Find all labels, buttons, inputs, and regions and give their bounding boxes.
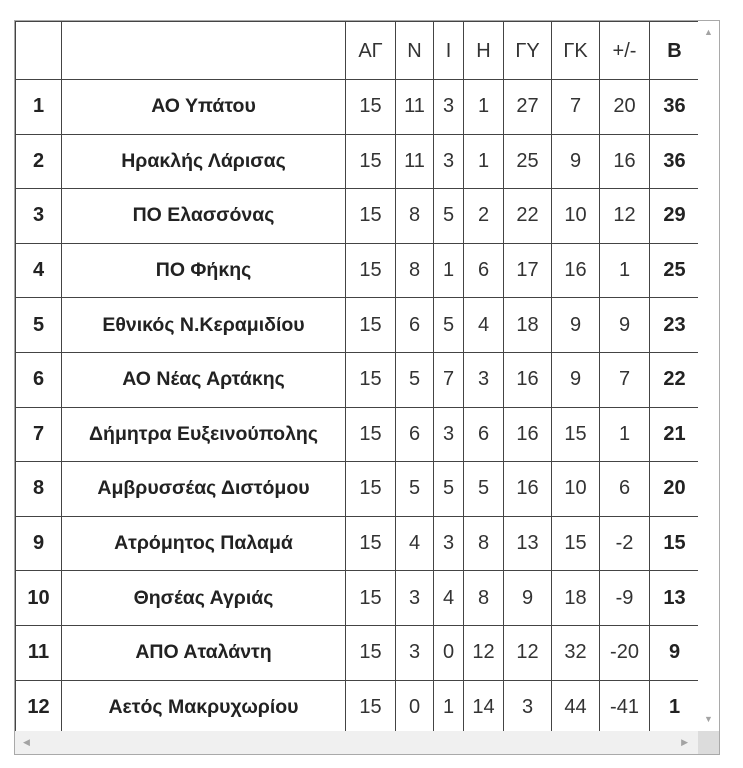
cell-goals-for: 16: [504, 462, 552, 517]
cell-draws: 7: [434, 352, 464, 407]
cell-losses: 12: [464, 625, 504, 680]
cell-draws: 1: [434, 680, 464, 735]
cell-rank: 4: [16, 243, 62, 298]
cell-goals-for: 16: [504, 352, 552, 407]
table-row: [16, 243, 700, 298]
cell-goals-against: 10: [552, 462, 600, 517]
cell-losses: 5: [464, 462, 504, 517]
cell-team: ΑΟ Υπάτου: [62, 80, 346, 135]
cell-wins: 6: [396, 407, 434, 462]
cell-played: 15: [346, 625, 396, 680]
cell-draws: 3: [434, 134, 464, 189]
cell-goal-difference: 9: [600, 298, 650, 353]
scroll-down-arrow-icon[interactable]: ▼: [704, 714, 713, 724]
cell-goals-for: 9: [504, 571, 552, 626]
table-row: [16, 407, 700, 462]
cell-points: 9: [650, 625, 700, 680]
cell-played: 15: [346, 462, 396, 517]
cell-draws: 1: [434, 243, 464, 298]
cell-played: 15: [346, 134, 396, 189]
cell-goals-for: 16: [504, 407, 552, 462]
table-row: [16, 298, 700, 353]
cell-losses: 6: [464, 243, 504, 298]
cell-team: Αετός Μακρυχωρίου: [62, 680, 346, 735]
cell-goal-difference: 7: [600, 352, 650, 407]
cell-played: 15: [346, 407, 396, 462]
table-row: [16, 134, 700, 189]
cell-goals-against: 44: [552, 680, 600, 735]
cell-team: ΠΟ Ελασσόνας: [62, 189, 346, 244]
cell-wins: 3: [396, 571, 434, 626]
cell-losses: 1: [464, 134, 504, 189]
cell-team: ΠΟ Φήκης: [62, 243, 346, 298]
header-goals-against: ΓΚ: [552, 22, 600, 80]
cell-goals-against: 32: [552, 625, 600, 680]
table-row: [16, 189, 700, 244]
cell-wins: 8: [396, 243, 434, 298]
cell-goal-difference: -9: [600, 571, 650, 626]
horizontal-scrollbar[interactable]: [15, 731, 698, 754]
cell-wins: 6: [396, 298, 434, 353]
cell-played: 15: [346, 298, 396, 353]
cell-points: 29: [650, 189, 700, 244]
cell-wins: 11: [396, 134, 434, 189]
header-draws: Ι: [434, 22, 464, 80]
scroll-left-arrow-icon[interactable]: ◀: [23, 737, 30, 747]
cell-rank: 6: [16, 352, 62, 407]
cell-points: 36: [650, 134, 700, 189]
cell-goals-for: 13: [504, 516, 552, 571]
cell-points: 23: [650, 298, 700, 353]
cell-goals-against: 10: [552, 189, 600, 244]
table-row: [16, 80, 700, 135]
cell-goals-for: 22: [504, 189, 552, 244]
cell-goals-for: 18: [504, 298, 552, 353]
cell-rank: 8: [16, 462, 62, 517]
cell-goals-against: 18: [552, 571, 600, 626]
table-row: [16, 462, 700, 517]
cell-team: Αμβρυσσέας Διστόμου: [62, 462, 346, 517]
cell-goals-for: 25: [504, 134, 552, 189]
header-goal-difference: +/-: [600, 22, 650, 80]
cell-losses: 3: [464, 352, 504, 407]
table-row: [16, 516, 700, 571]
cell-team: Ηρακλής Λάρισας: [62, 134, 346, 189]
header-goals-for: ΓΥ: [504, 22, 552, 80]
cell-wins: 0: [396, 680, 434, 735]
cell-draws: 5: [434, 189, 464, 244]
table-row: [16, 680, 700, 735]
scroll-up-arrow-icon[interactable]: ▲: [704, 27, 713, 37]
cell-losses: 14: [464, 680, 504, 735]
cell-team: ΑΟ Νέας Αρτάκης: [62, 352, 346, 407]
cell-wins: 4: [396, 516, 434, 571]
vertical-scrollbar[interactable]: [698, 21, 719, 732]
cell-rank: 9: [16, 516, 62, 571]
header-row: [16, 22, 700, 80]
cell-rank: 1: [16, 80, 62, 135]
header-team: [62, 22, 346, 80]
cell-draws: 4: [434, 571, 464, 626]
cell-goals-against: 16: [552, 243, 600, 298]
cell-goal-difference: 1: [600, 243, 650, 298]
cell-goal-difference: 1: [600, 407, 650, 462]
cell-draws: 0: [434, 625, 464, 680]
cell-goals-for: 17: [504, 243, 552, 298]
cell-draws: 5: [434, 298, 464, 353]
cell-goals-against: 15: [552, 407, 600, 462]
cell-points: 1: [650, 680, 700, 735]
cell-goal-difference: 12: [600, 189, 650, 244]
cell-points: 25: [650, 243, 700, 298]
scroll-right-arrow-icon[interactable]: ▶: [681, 737, 688, 747]
cell-points: 15: [650, 516, 700, 571]
cell-wins: 8: [396, 189, 434, 244]
cell-draws: 5: [434, 462, 464, 517]
cell-played: 15: [346, 80, 396, 135]
cell-goal-difference: -20: [600, 625, 650, 680]
cell-points: 36: [650, 80, 700, 135]
cell-points: 13: [650, 571, 700, 626]
cell-rank: 3: [16, 189, 62, 244]
cell-rank: 5: [16, 298, 62, 353]
header-wins: Ν: [396, 22, 434, 80]
cell-played: 15: [346, 516, 396, 571]
cell-team: Ατρόμητος Παλαμά: [62, 516, 346, 571]
table-row: [16, 352, 700, 407]
cell-rank: 12: [16, 680, 62, 735]
cell-losses: 8: [464, 571, 504, 626]
cell-losses: 8: [464, 516, 504, 571]
table-row: [16, 571, 700, 626]
cell-goals-for: 3: [504, 680, 552, 735]
cell-losses: 1: [464, 80, 504, 135]
cell-team: Θησέας Αγριάς: [62, 571, 346, 626]
cell-losses: 2: [464, 189, 504, 244]
cell-wins: 11: [396, 80, 434, 135]
cell-played: 15: [346, 352, 396, 407]
cell-team: Εθνικός Ν.Κεραμιδίου: [62, 298, 346, 353]
cell-goals-for: 12: [504, 625, 552, 680]
cell-goal-difference: 16: [600, 134, 650, 189]
cell-goals-against: 9: [552, 134, 600, 189]
cell-wins: 3: [396, 625, 434, 680]
cell-goal-difference: -2: [600, 516, 650, 571]
header-losses: Η: [464, 22, 504, 80]
cell-draws: 3: [434, 516, 464, 571]
scrollbar-corner: [698, 731, 719, 754]
standings-table-container: [14, 20, 720, 755]
cell-rank: 7: [16, 407, 62, 462]
cell-draws: 3: [434, 80, 464, 135]
cell-draws: 3: [434, 407, 464, 462]
cell-goal-difference: -41: [600, 680, 650, 735]
cell-goals-against: 9: [552, 298, 600, 353]
cell-goals-against: 9: [552, 352, 600, 407]
cell-points: 20: [650, 462, 700, 517]
header-played: ΑΓ: [346, 22, 396, 80]
cell-goals-against: 15: [552, 516, 600, 571]
cell-played: 15: [346, 680, 396, 735]
header-rank: [16, 22, 62, 80]
cell-goals-for: 27: [504, 80, 552, 135]
cell-rank: 10: [16, 571, 62, 626]
cell-points: 21: [650, 407, 700, 462]
cell-rank: 2: [16, 134, 62, 189]
cell-goal-difference: 6: [600, 462, 650, 517]
cell-goal-difference: 20: [600, 80, 650, 135]
cell-wins: 5: [396, 352, 434, 407]
cell-played: 15: [346, 189, 396, 244]
cell-points: 22: [650, 352, 700, 407]
cell-team: ΑΠΟ Αταλάντη: [62, 625, 346, 680]
cell-played: 15: [346, 571, 396, 626]
cell-goals-against: 7: [552, 80, 600, 135]
standings-table: [15, 21, 700, 735]
header-points: Β: [650, 22, 700, 80]
cell-losses: 4: [464, 298, 504, 353]
cell-team: Δήμητρα Ευξεινούπολης: [62, 407, 346, 462]
cell-losses: 6: [464, 407, 504, 462]
table-row: [16, 625, 700, 680]
cell-played: 15: [346, 243, 396, 298]
cell-rank: 11: [16, 625, 62, 680]
cell-wins: 5: [396, 462, 434, 517]
